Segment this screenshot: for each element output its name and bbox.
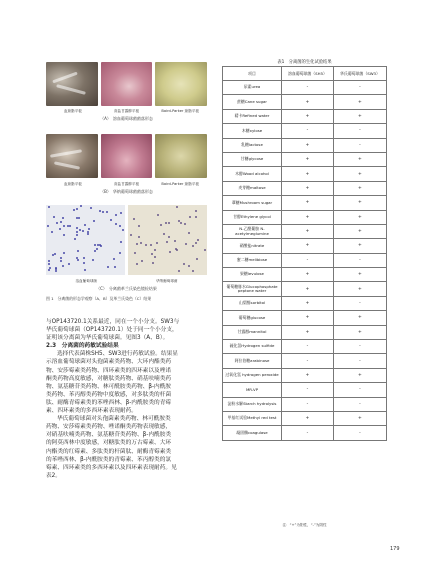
result-cell: - <box>282 253 334 267</box>
text-line: 华氏葡萄球菌（OP143720.1）处于同一个小分支， <box>46 327 178 334</box>
table-note: 注：“+”为阳性，“-”为阴性 <box>282 523 327 527</box>
result-cell: + <box>333 282 386 296</box>
table-row <box>223 426 387 440</box>
result-cell: + <box>282 239 334 253</box>
column-header: 溶血葡萄球菌（SH5） <box>282 67 334 81</box>
bacteria-cell <box>55 270 57 272</box>
test-item-cell: 硝酸盐nitrate <box>223 239 282 253</box>
table-row <box>223 239 387 253</box>
test-item-cell: 葡萄糖胨水Glucophosphate peptone water <box>223 282 282 296</box>
page-number: 179 <box>390 546 400 552</box>
test-item-cell: 蜜二糖melibiose <box>223 253 282 267</box>
test-item-cell: 甘糖glycose <box>223 152 282 166</box>
result-cell: + <box>282 224 334 238</box>
bacteria-cell <box>62 265 64 267</box>
bacteria-cell <box>88 228 90 230</box>
bacteria-cell <box>47 225 49 227</box>
result-cell: - <box>333 426 386 440</box>
result-cell: + <box>333 268 386 282</box>
bacteria-cell <box>120 212 122 214</box>
bacteria-cell <box>82 230 84 232</box>
table-row <box>223 124 387 138</box>
bacteria-cell <box>60 257 62 259</box>
bacteria-cell <box>60 260 62 262</box>
bacteria-cell <box>151 253 153 255</box>
plate-label: 高盐甘露醇平板 <box>113 182 140 186</box>
table-row <box>223 152 387 166</box>
text-line: 华氏葡萄球菌对头孢菌素类药物、林可酰胺类 <box>57 416 171 423</box>
text-line: 霉素、四环素类的多西环素以及四环素表现耐药。见 <box>46 464 177 471</box>
bacteria-cell <box>83 257 85 259</box>
bacteria-cell <box>77 250 79 252</box>
paragraph-1 <box>46 318 216 342</box>
table-row <box>223 354 387 368</box>
result-cell: + <box>282 325 334 339</box>
baird-parker-agar-plate-photo <box>155 134 207 178</box>
blood-agar-plate-photo <box>46 134 98 178</box>
bacteria-cell <box>195 210 197 212</box>
bacteria-cell <box>120 241 122 243</box>
bacteria-cell <box>78 217 80 219</box>
bacteria-cell <box>134 252 136 254</box>
table-row <box>223 224 387 238</box>
table-row <box>223 167 387 181</box>
bacteria-cell <box>53 216 55 218</box>
result-cell: + <box>282 152 334 166</box>
bacteria-cell <box>183 263 185 265</box>
table-row <box>223 383 387 397</box>
bacteria-cell <box>77 259 79 261</box>
bacteria-cell <box>113 258 115 260</box>
result-cell: + <box>333 95 386 109</box>
micrograph-label: 华纳葡萄球菌 <box>155 279 178 283</box>
result-cell: + <box>282 210 334 224</box>
paragraph-2 <box>46 350 216 415</box>
bacteria-cell <box>154 256 156 258</box>
table-row <box>223 397 387 411</box>
table-row <box>223 138 387 152</box>
bacteria-cell <box>99 210 101 212</box>
bacteria-cell <box>136 243 138 245</box>
bacteria-cell <box>130 234 132 236</box>
bacteria-cell <box>178 270 180 272</box>
bacteria-cell <box>196 258 198 260</box>
result-cell: + <box>282 167 334 181</box>
plate-label: 高盐甘露醇平板 <box>113 109 140 113</box>
bacteria-cell <box>67 225 69 227</box>
bacteria-cell <box>56 222 58 224</box>
bacteria-cell <box>165 222 167 224</box>
test-item-cell: 乳糖lactose <box>223 138 282 152</box>
bacteria-cell <box>188 232 190 234</box>
table-row <box>223 311 387 325</box>
result-cell: - <box>333 81 386 95</box>
bacteria-cell <box>73 209 75 211</box>
bacteria-cell <box>122 229 124 231</box>
bacteria-cell <box>102 211 104 213</box>
bacteria-cell <box>97 244 99 246</box>
bacteria-cell <box>150 244 152 246</box>
result-cell: + <box>333 210 386 224</box>
bacteria-cell <box>59 228 61 230</box>
table-row <box>223 210 387 224</box>
text-line: 药物、安莎霉素类药物、唑诺酮类药物表现敏感， <box>46 424 172 431</box>
bacteria-cell <box>136 263 138 265</box>
bacteria-cell <box>176 249 178 251</box>
text-line: 物、氨基糖苷类药物、林可酰胺类药物、β-内酰胺 <box>46 383 172 390</box>
bacteria-cell <box>189 216 191 218</box>
table-row <box>223 296 387 310</box>
bacteria-cell <box>48 269 50 271</box>
test-item-cell: 淀粉水解Starch hydrolysis <box>223 397 282 411</box>
bacteria-cell <box>62 217 64 219</box>
figure-row-b <box>46 134 207 178</box>
bacteria-cell <box>160 224 162 226</box>
result-cell: - <box>333 383 386 397</box>
bacteria-cell <box>119 225 121 227</box>
micrograph-label: 溶血葡萄球菌 <box>75 279 98 283</box>
mannitol-salt-agar-plate-photo <box>101 134 153 178</box>
bacteria-cell <box>145 244 147 246</box>
result-cell: - <box>333 124 386 138</box>
sub-caption-c: （C） 分离菌革兰氏染色镜检结果 <box>96 286 157 291</box>
bacteria-cell <box>48 260 50 262</box>
text-line: 肽、耐酶青霉素类的苯唑西林、β-内酰胺类的青霉 <box>46 399 172 406</box>
bacteria-cell <box>51 231 53 233</box>
bacteria-cell <box>76 208 78 210</box>
bacteria-cell <box>69 225 71 227</box>
bacteria-cell <box>195 242 197 244</box>
column-header: 华氏葡萄球菌（SW3） <box>333 67 386 81</box>
result-cell: + <box>333 224 386 238</box>
bacteria-cell <box>110 219 112 221</box>
table-row <box>223 282 387 296</box>
test-item-cell: 过氧化氢 hydrogen peroxide <box>223 368 282 382</box>
text-line: 物、安莎霉素类药物、四环素类的四环素以及唑诺 <box>46 367 172 374</box>
test-item-cell: 硫化氢Hydrogen sulfide <box>223 340 282 354</box>
baird-parker-agar-plate-photo <box>155 62 207 106</box>
test-item-cell: 阿拉伯糖arabinose <box>223 354 282 368</box>
column-header: 项目 <box>223 67 282 81</box>
result-cell: - <box>282 426 334 440</box>
bacteria-cell <box>138 225 140 227</box>
test-item-cell: 甘露醇mannitol <box>223 325 282 339</box>
result-cell: - <box>333 354 386 368</box>
text-line: 酮类药物高度敏感，对糖肽类药物、硝基呋喃类药 <box>46 375 172 382</box>
text-line: 选择代表菌株SH5、SW3进行药敏试验。结果显 <box>57 351 179 358</box>
bacteria-cell <box>92 259 94 261</box>
test-item-cell: N-乙酰葡胺 N-acetylmeglumine <box>223 224 282 238</box>
bacteria-cell <box>83 262 85 264</box>
result-cell: + <box>282 282 334 296</box>
bacteria-cell <box>119 252 121 254</box>
result-cell: + <box>282 109 334 123</box>
result-cell: + <box>333 368 386 382</box>
text-line: 的苯唑西林、β-内酰胺类的青霉素、苯丙醇类的氯 <box>46 456 172 463</box>
result-cell: - <box>333 253 386 267</box>
table-row <box>223 253 387 267</box>
bacteria-cell <box>74 238 76 240</box>
bacteria-cell <box>87 233 89 235</box>
table-row <box>223 81 387 95</box>
bacteria-cell <box>76 227 78 229</box>
bacteria-cell <box>204 249 206 251</box>
bacteria-cell <box>197 239 199 241</box>
bacteria-cell <box>84 269 86 271</box>
bacteria-cell <box>192 270 194 272</box>
bacteria-cell <box>115 223 117 225</box>
figure-caption: 图 1 分离菌的形态学观察（A、B）及革兰氏染色（C）结果 <box>46 296 152 301</box>
bacteria-cell <box>63 225 65 227</box>
test-item-cell: 山梨醇sorbitol <box>223 296 282 310</box>
bacteria-cell <box>84 224 86 226</box>
bacteria-cell <box>106 211 108 213</box>
result-cell: - <box>333 296 386 310</box>
text-line: 的阿莫西林中度敏感，对糖肽类的万古霉素、大环 <box>46 440 172 447</box>
bacteria-cell <box>115 214 117 216</box>
bacteria-cell <box>180 222 182 224</box>
result-cell: + <box>333 181 386 195</box>
test-item-cell: 麦芽糖maltose <box>223 181 282 195</box>
bacteria-cell <box>60 221 62 223</box>
figure-row-c <box>46 205 207 275</box>
bacteria-cell <box>52 254 54 256</box>
bacteria-cell <box>192 245 194 247</box>
result-cell: - <box>333 340 386 354</box>
bacteria-cell <box>48 263 50 265</box>
text-line: 类药物、苯丙醇类药物中度敏感，对多肽类的杆菌 <box>46 391 172 398</box>
bacteria-cell <box>94 244 96 246</box>
bacteria-cell <box>163 233 165 235</box>
table-row <box>223 181 387 195</box>
bacteria-cell <box>79 229 81 231</box>
test-item-cell: 甘醇Ethylene glycol <box>223 210 282 224</box>
bacteria-cell <box>154 249 156 251</box>
result-cell: + <box>333 167 386 181</box>
result-cell: + <box>333 196 386 210</box>
table-row <box>223 368 387 382</box>
table-title: 表1 分离菌的生化试验结果 <box>277 60 332 65</box>
result-cell: - <box>333 397 386 411</box>
bacteria-cell <box>156 242 158 244</box>
result-cell: + <box>333 152 386 166</box>
bacteria-cell <box>99 244 101 246</box>
plate-label: Baird-Parker 琼脂平板 <box>161 109 199 113</box>
bacteria-cell <box>157 214 159 216</box>
bacteria-cell <box>138 236 140 238</box>
figure-row-a-labels <box>46 109 207 114</box>
text-line: 与OP143720.1关系最近，同在一个小分支。SW3与 <box>46 319 180 325</box>
result-cell: + <box>333 239 386 253</box>
bacteria-cell <box>55 268 57 270</box>
bacteria-cell <box>48 206 50 208</box>
gram-stain-micrograph <box>46 205 125 275</box>
bacteria-cell <box>168 222 170 224</box>
text-line: 示溶血葡萄球菌对头孢菌素类药物、大环内酯类药 <box>46 359 172 366</box>
table-row <box>223 268 387 282</box>
table-row <box>223 325 387 339</box>
plate-label: Baird-Parker 琼脂平板 <box>161 182 199 186</box>
bacteria-cell <box>90 207 92 209</box>
bacteria-cell <box>63 234 65 236</box>
result-cell: + <box>282 196 334 210</box>
body-text <box>46 318 216 480</box>
figure-row-a <box>46 62 207 106</box>
bacteria-cell <box>96 248 98 250</box>
bacteria-cell <box>107 266 109 268</box>
result-cell: + <box>282 181 334 195</box>
table-row <box>223 109 387 123</box>
bacteria-cell <box>168 236 170 238</box>
biochemical-results-table <box>222 66 387 441</box>
bacteria-cell <box>94 250 96 252</box>
bacteria-cell <box>93 220 95 222</box>
bacteria-cell <box>169 251 171 253</box>
text-line: 素、四环素类的多西环素表现耐药。 <box>46 408 137 415</box>
result-cell: + <box>333 325 386 339</box>
bacteria-cell <box>80 205 82 207</box>
table-row <box>223 95 387 109</box>
result-cell: - <box>282 124 334 138</box>
test-item-cell: 果糖levulose <box>223 268 282 282</box>
bacteria-cell <box>184 223 186 225</box>
result-cell: - <box>282 81 334 95</box>
result-cell: + <box>282 411 334 425</box>
sub-caption-a: （A） 溶血葡萄球菌菌落形态 <box>100 116 153 121</box>
bacteria-cell <box>166 241 168 243</box>
bacteria-cell <box>174 240 176 242</box>
result-cell: + <box>333 311 386 325</box>
bacteria-cell <box>133 218 135 220</box>
plate-label: 血琼脂平板 <box>63 182 82 186</box>
result-cell: + <box>282 95 334 109</box>
test-item-cell: 尿素urea <box>223 81 282 95</box>
test-item-cell: 木醇Wood alcohol <box>223 167 282 181</box>
bacteria-cell <box>178 220 180 222</box>
bacteria-cell <box>195 216 197 218</box>
result-cell: + <box>282 268 334 282</box>
bacteria-cell <box>140 242 142 244</box>
bacteria-cell <box>152 262 154 264</box>
text-line: 内酯类的红霉素、多肽类的杆菌肽、耐酶青霉素类 <box>46 448 172 455</box>
result-cell: + <box>333 411 386 425</box>
test-item-cell: 木糖xylose <box>223 124 282 138</box>
result-cell: + <box>333 109 386 123</box>
result-cell: + <box>282 368 334 382</box>
test-item-cell: 甲基红试验Methyl red test <box>223 411 282 425</box>
bacteria-cell <box>63 252 65 254</box>
result-cell: + <box>282 138 334 152</box>
plate-label: 血琼脂平板 <box>63 109 82 113</box>
text-line: 对硝基呋喃类药物、氨基糖苷类药物、β-内酰胺类 <box>46 432 172 439</box>
result-cell: - <box>282 354 334 368</box>
bacteria-cell <box>185 243 187 245</box>
result-cell: + <box>282 311 334 325</box>
result-cell: - <box>282 397 334 411</box>
test-item-cell: 凝固酶coagulase <box>223 426 282 440</box>
test-item-cell: 蕈糖Mushroom sugar <box>223 196 282 210</box>
test-item-cell: 葡萄糖glucose <box>223 311 282 325</box>
bacteria-cell <box>68 263 70 265</box>
figure-row-c-labels <box>46 279 207 284</box>
result-cell: + <box>282 296 334 310</box>
mannitol-salt-agar-plate-photo <box>101 62 153 106</box>
table-row <box>223 340 387 354</box>
gram-stain-micrograph <box>128 205 207 275</box>
bacteria-cell <box>176 206 178 208</box>
bacteria-cell <box>54 253 56 255</box>
table-header-row <box>223 67 387 81</box>
test-item-cell: 蔗糖Cane sugar <box>223 95 282 109</box>
blood-agar-plate-photo <box>46 62 98 106</box>
bacteria-cell <box>141 260 143 262</box>
figure-row-b-labels <box>46 182 207 187</box>
bacteria-cell <box>76 231 78 233</box>
text-line: 证明该分离菌为华氏葡萄球菌。见图3（A、B）。 <box>46 335 169 342</box>
paragraph-3 <box>46 415 216 480</box>
section-heading: 2.3 分离菌的药敏试验结果 <box>46 343 119 350</box>
table-row <box>223 411 387 425</box>
text-line: 表2。 <box>46 472 61 479</box>
result-cell: - <box>282 340 334 354</box>
result-cell: - <box>333 138 386 152</box>
result-cell: - <box>282 383 334 397</box>
sub-caption-b: （B） 华纳葡萄球菌菌落形态 <box>100 189 153 194</box>
table-row <box>223 196 387 210</box>
bacteria-cell <box>188 265 190 267</box>
bacteria-cell <box>114 266 116 268</box>
test-item-cell: 精卡Refined water <box>223 109 282 123</box>
bacteria-cell <box>76 234 78 236</box>
test-item-cell: MR-VP <box>223 383 282 397</box>
